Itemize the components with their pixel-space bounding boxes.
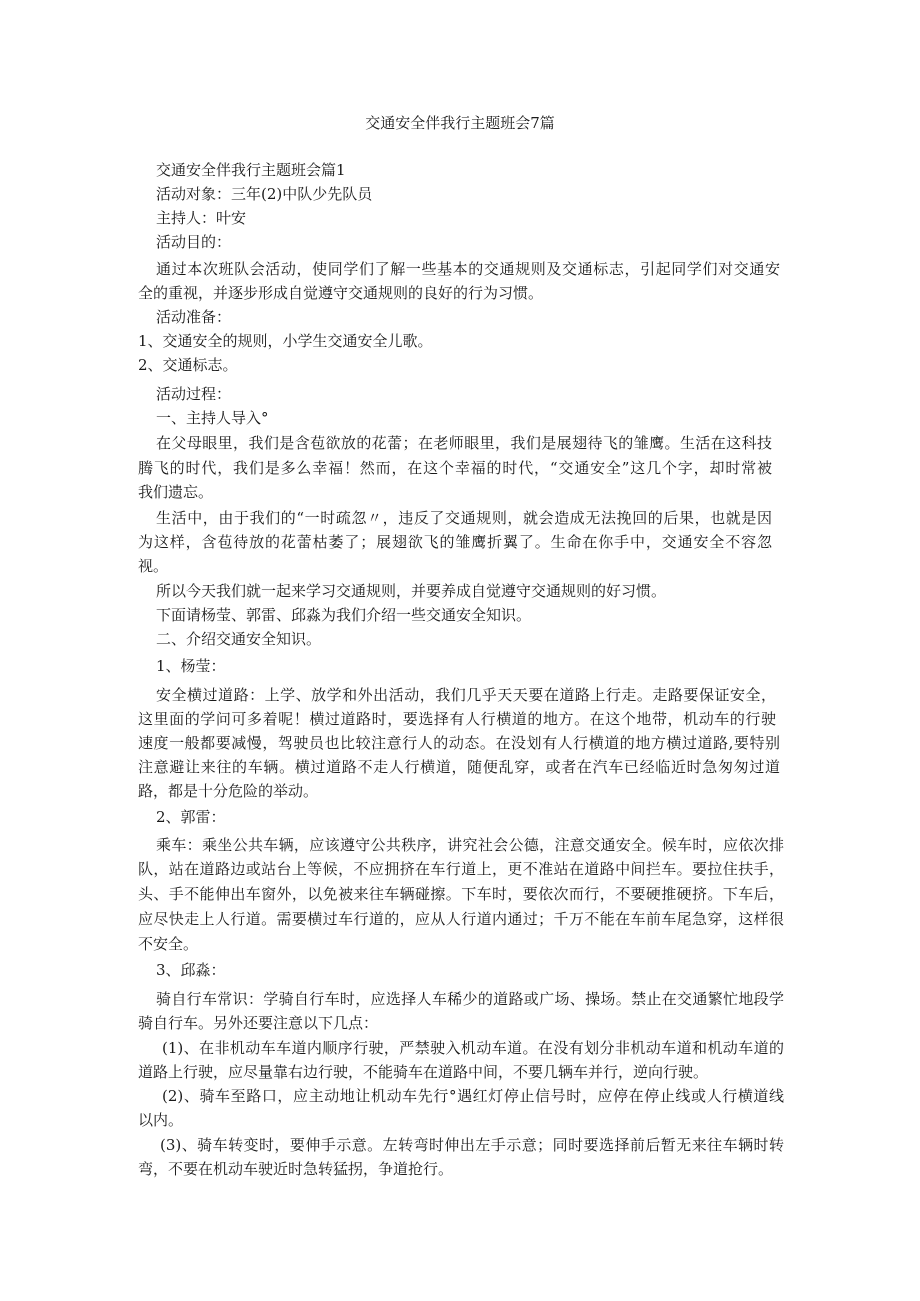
paragraph-line: 在父母眼里，我们是含苞欲放的花蕾；在老师眼里，我们是展翅待飞的雏鹰。生活在这科技 (156, 434, 772, 452)
paragraph-line: (2)、骑车至路口，应主动地让机动车先行°遇红灯停止信号时，应停在停止线或人行横道线 (162, 1087, 784, 1105)
paragraph-line: 全的重视，并逐步形成自觉遵守交通规则的良好的行为习惯。 (138, 284, 544, 302)
paragraph-line: 通过本次班队会活动，使同学们了解一些基本的交通规则及交通标志，引起同学们对交通安 (156, 260, 780, 278)
paragraph-line: 以内。 (138, 1111, 184, 1129)
paragraph-line: 腾飞的时代，我们是多么幸福！然而，在这个幸福的时代，“交通安全”这几个字，却时常被 (138, 459, 772, 477)
paragraph-line: 3、邱淼： (156, 961, 226, 979)
paragraph-line: 1、交通安全的规则，小学生交通安全儿歌。 (138, 332, 433, 350)
paragraph-line: 这里面的学问可多着呢！横过道路时，要选择有人行横道的地方。在这个地带，机动车的行驶 (138, 710, 776, 728)
paragraph-line: 注意避让来往的车辆。横过道路不走人行横道，随便乱穿，或者在汽车已经临近时急匆匆过道 (138, 758, 780, 776)
paragraph-line: 视。 (138, 557, 169, 575)
paragraph-line: 二、介绍交通安全知识。 (156, 630, 322, 648)
document-title: 交通安全伴我行主题班会7篇 (365, 114, 555, 132)
paragraph-line: 骑自行车常识：学骑自行车时，应选择人车稀少的道路或广场、操场。禁止在交通繁忙地段学 (156, 990, 784, 1008)
paragraph-line: 不安全。 (138, 935, 199, 953)
paragraph-line: 1、杨莹： (156, 657, 226, 675)
paragraph-line: 活动过程： (156, 385, 232, 403)
paragraph-line: 一、主持人导入° (156, 409, 269, 427)
paragraph-line: 下面请杨莹、郭雷、邱淼为我们介绍一些交通安全知识。 (156, 606, 532, 624)
paragraph-line: 弯，不要在机动车驶近时急转猛拐，争道抢行。 (138, 1160, 454, 1178)
paragraph-line: 为这样，含苞待放的花蕾枯萎了；展翅欲飞的雏鹰折翼了。生命在你手中，交通安全不容忽 (138, 533, 772, 551)
paragraph-line: 生活中，由于我们的“一时疏忽〃，违反了交通规则，就会造成无法挽回的后果，也就是因 (156, 509, 772, 527)
paragraph-line: 速度一般都要减慢，驾驶员也比较注意行人的动态。在没划有人行横道的地方横过道路,要特别 (138, 734, 780, 752)
paragraph-line: 活动准备： (156, 308, 232, 326)
paragraph-line: 骑自行车。另外还要注意以下几点： (138, 1014, 379, 1032)
paragraph-line: 头、手不能伸出车窗外，以免被来往车辆碰擦。下车时，要依次而行，不要硬推硬挤。下车后， (138, 885, 784, 903)
paragraph-line: 应尽快走上人行道。需要横过车行道的，应从人行道内通过；千万不能在车前车尾急穿，这样很 (138, 910, 784, 928)
paragraph-line: (3)、骑车转变时，要伸手示意。左转弯时伸出左手示意；同时要选择前后暂无来往车辆时转 (160, 1136, 784, 1154)
paragraph-line: (1)、在非机动车车道内顺序行驶，严禁驶入机动车道。在没有划分非机动车道和机动车道的 (162, 1039, 784, 1057)
paragraph-line: 所以今天我们就一起来学习交通规则，并要养成自觉遵守交通规则的好习惯。 (156, 582, 667, 600)
paragraph-line: 主持人：叶安 (156, 209, 247, 227)
paragraph-line: 2、交通标志。 (138, 356, 238, 374)
section-heading: 交通安全伴我行主题班会篇1 (156, 161, 346, 179)
paragraph-line: 我们遗忘。 (138, 483, 214, 501)
paragraph-line: 安全横过道路：上学、放学和外出活动，我们几乎天天要在道路上行走。走路要保证安全， (156, 686, 776, 704)
paragraph-line: 活动目的： (156, 233, 232, 251)
paragraph-line: 队，站在道路边或站台上等候，不应拥挤在车行道上，更不准站在道路中间拦车。要拉住扶手， (138, 860, 784, 878)
paragraph-line: 道路上行驶，应尽量靠右边行驶，不能骑车在道路中间，不要几辆车并行，逆向行驶。 (138, 1063, 709, 1081)
paragraph-line: 2、郭雷： (156, 808, 226, 826)
paragraph-line: 乘车：乘坐公共车辆，应该遵守公共秩序，讲究社会公德，注意交通安全。候车时，应依次排 (156, 836, 784, 854)
paragraph-line: 路，都是十分危险的举动。 (138, 782, 319, 800)
paragraph-line: 活动对象：三年(2)中队少先队员 (156, 185, 373, 203)
